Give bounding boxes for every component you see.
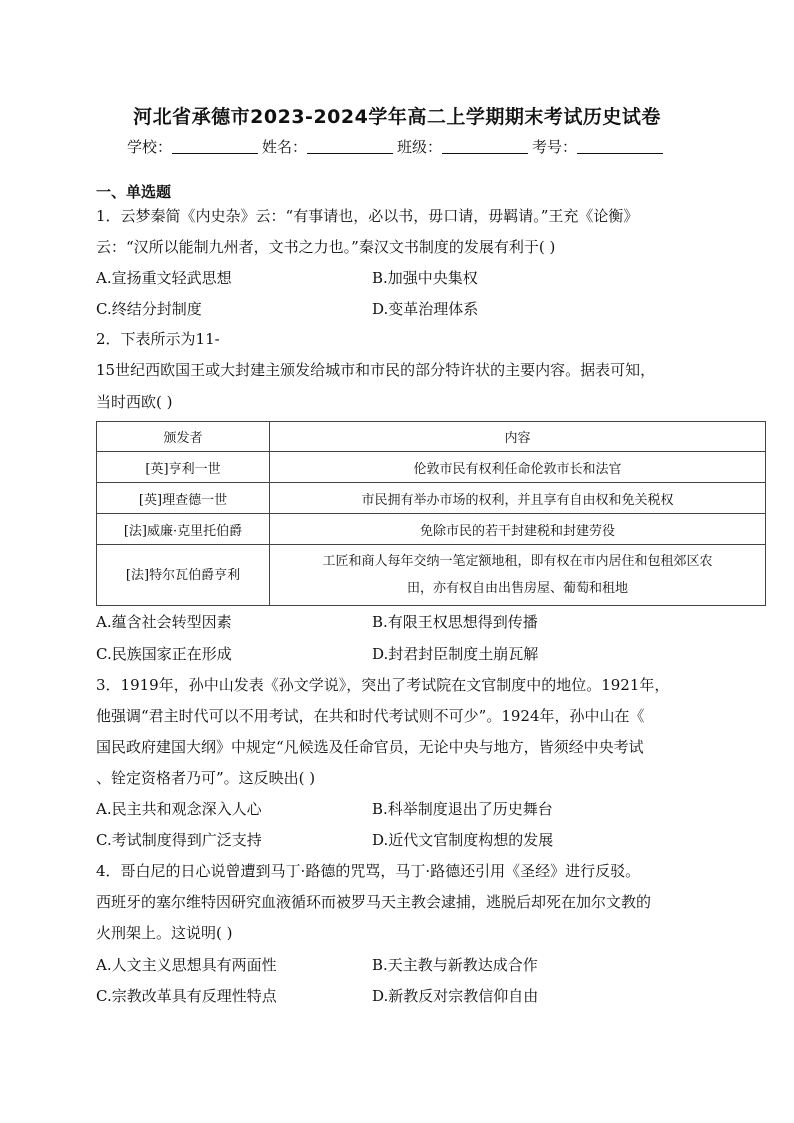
table-cell-content: 伦敦市民有权利任命伦敦市长和法官 <box>270 452 766 483</box>
question-1-line-1: 1．云梦秦简《内史杂》云：“有事请也，必以书，毋口请，毋羁请。”王充《论衡》 <box>96 207 639 225</box>
question-3-line-2: 他强调“君主时代可以不用考试，在共和时代考试则不可少”。1924年，孙中山在《 <box>96 707 645 725</box>
table-cell-issuer: [英]亨利一世 <box>97 452 270 483</box>
school-label: 学校： <box>126 138 172 156</box>
section-heading: 一、单选题 <box>96 183 172 201</box>
question-2-line-2: 15世纪西欧国王或大封建主颁发给城市和市民的部分特许状的主要内容。据表可知， <box>96 361 656 379</box>
question-2-line-3: 当时西欧( ) <box>96 393 173 411</box>
table-header-issuer: 颁发者 <box>97 422 270 452</box>
question-1-option-b[interactable]: B.加强中央集权 <box>372 269 478 287</box>
question-3-line-3: 国民政府建国大纲》中规定“凡候选及任命官员，无论中央与地方，皆须经中央考试 <box>96 738 644 756</box>
question-4-option-b[interactable]: B.天主教与新教达成合作 <box>372 956 538 974</box>
school-blank[interactable] <box>172 139 258 154</box>
name-blank[interactable] <box>307 139 393 154</box>
question-1-option-d[interactable]: D.变革治理体系 <box>372 300 479 318</box>
class-label: 班级： <box>397 138 443 156</box>
question-3-option-d[interactable]: D.近代文官制度构想的发展 <box>372 831 554 849</box>
question-1-option-a[interactable]: A.宣扬重文轻武思想 <box>96 269 232 287</box>
table-cell-content-line-2: 田，亦有权自由出售房屋、葡萄和租地 <box>406 581 628 596</box>
question-4-option-a[interactable]: A.人文主义思想具有两面性 <box>96 956 277 974</box>
question-3-option-a[interactable]: A.民主共和观念深入人心 <box>96 800 262 818</box>
table-cell-content <box>270 545 766 606</box>
question-4-option-c[interactable]: C.宗教改革具有反理性特点 <box>96 987 277 1005</box>
table-cell-content: 免除市民的若干封建税和封建劳役 <box>270 514 766 545</box>
exam-number-blank[interactable] <box>577 139 663 154</box>
table-header-content: 内容 <box>270 422 766 452</box>
question-4-option-d[interactable]: D.新教反对宗教信仰自由 <box>372 987 539 1005</box>
table-row <box>97 545 766 606</box>
page-title: 河北省承德市2023-2024学年高二上学期期末考试历史试卷 <box>133 106 661 128</box>
question-3-line-4: 、铨定资格者乃可”。这反映出( ) <box>96 769 316 787</box>
question-3-line-1: 3．1919年，孙中山发表《孙文学说》，突出了考试院在文官制度中的地位。1921年， <box>96 676 670 694</box>
question-2-option-b[interactable]: B.有限王权思想得到传播 <box>372 613 538 631</box>
question-1-line-2: 云：“汉所以能制九州者，文书之力也。”秦汉文书制度的发展有利于( ) <box>96 238 556 256</box>
question-2-line-1: 2．下表所示为11- <box>96 330 220 348</box>
question-1-option-c[interactable]: C.终结分封制度 <box>96 300 202 318</box>
table-cell-content: 市民拥有举办市场的权利，并且享有自由权和免关税权 <box>270 483 766 514</box>
charter-table <box>96 421 766 606</box>
name-label: 姓名： <box>261 138 307 156</box>
table-cell-issuer: [英]理查德一世 <box>97 483 270 514</box>
table-row <box>97 514 766 545</box>
class-blank[interactable] <box>442 139 528 154</box>
question-3-option-c[interactable]: C.考试制度得到广泛支持 <box>96 831 262 849</box>
question-2-option-a[interactable]: A.蕴含社会转型因素 <box>96 613 232 631</box>
table-row <box>97 452 766 483</box>
table-row <box>97 483 766 514</box>
student-info-line <box>0 136 794 157</box>
table-cell-issuer: [法]特尔瓦伯爵亨利 <box>97 545 270 606</box>
question-4-line-1: 4．哥白尼的日心说曾遭到马丁·路德的咒骂，马丁·路德还引用《圣经》进行反驳。 <box>96 862 641 880</box>
table-cell-content-line-1: 工匠和商人每年交纳一笔定额地租，即有权在市内居住和包租郊区农 <box>322 554 713 569</box>
question-2-option-c[interactable]: C.民族国家正在形成 <box>96 645 232 663</box>
question-4-line-3: 火刑架上。这说明( ) <box>96 924 233 942</box>
table-cell-issuer: [法]威廉·克里托伯爵 <box>97 514 270 545</box>
question-2-option-d[interactable]: D.封君封臣制度土崩瓦解 <box>372 645 539 663</box>
question-3-option-b[interactable]: B.科举制度退出了历史舞台 <box>372 800 553 818</box>
exam-number-label: 考号： <box>532 138 578 156</box>
table-header-row <box>97 422 766 452</box>
question-4-line-2: 西班牙的塞尔维特因研究血液循环而被罗马天主教会逮捕，逃脱后却死在加尔文教的 <box>96 893 652 911</box>
